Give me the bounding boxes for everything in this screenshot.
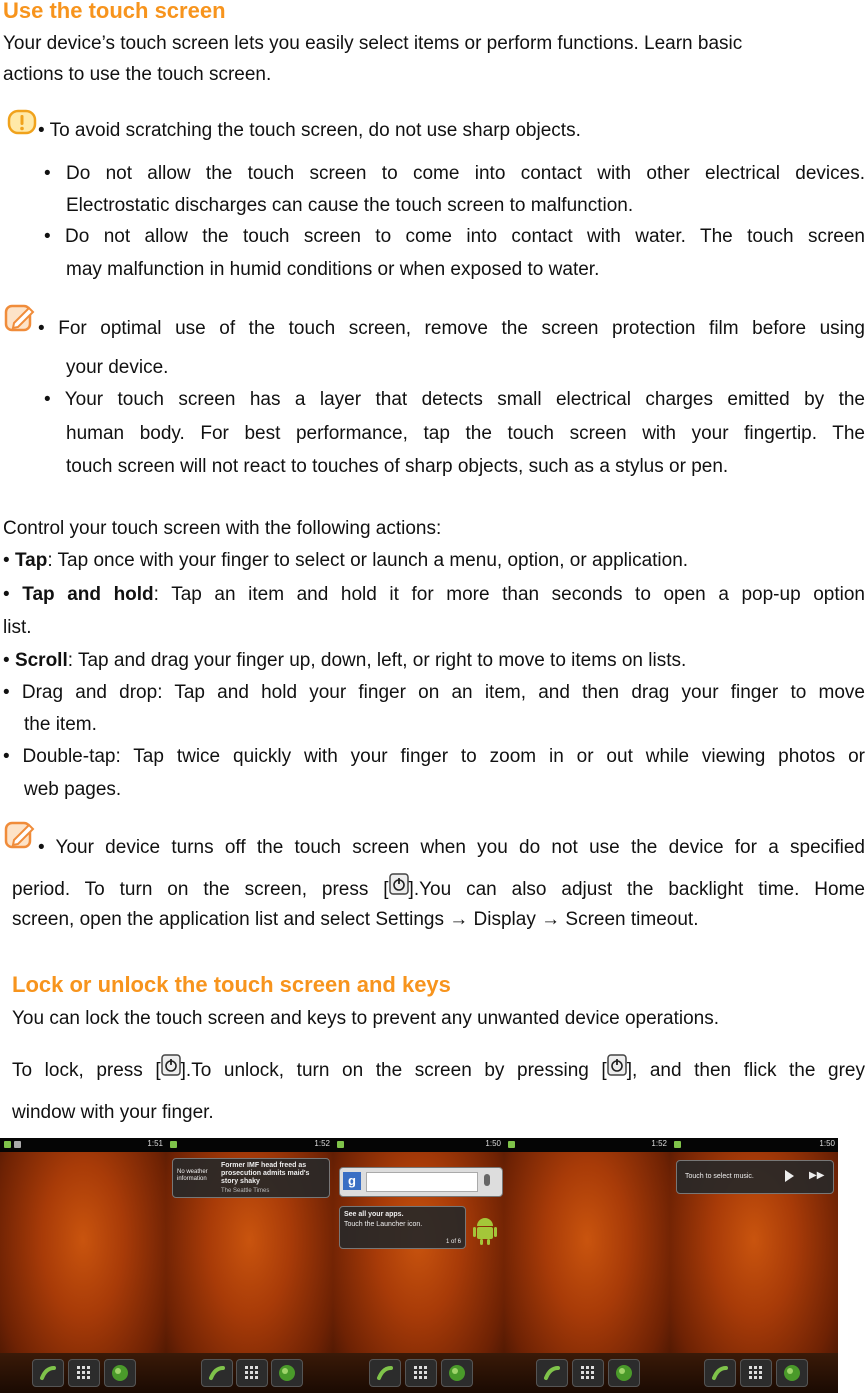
dock — [504, 1353, 670, 1393]
search-field — [366, 1172, 478, 1192]
actions-intro: Control your touch screen with the following actions: — [3, 518, 442, 539]
action-hold-line-2: list. — [3, 617, 32, 638]
action-tap-desc: : Tap once with your finger to select or launch a menu, option, or application. — [47, 550, 689, 571]
note1-bullet-1-line-1: • For optimal use of the touch screen, remove the screen protection film before using — [38, 318, 865, 339]
note2-line-2a: period. To turn on the screen, press [ — [12, 879, 389, 900]
next-track-icon: ▶▶ — [809, 1170, 825, 1181]
play-icon — [785, 1170, 794, 1182]
google-icon: g — [343, 1172, 361, 1190]
screenshot-2 — [166, 1138, 333, 1393]
phone-status-icon — [337, 1141, 344, 1148]
screenshot-5 — [670, 1138, 838, 1393]
section-title-lock-unlock: Lock or unlock the touch screen and keys — [12, 972, 451, 997]
status-bar — [670, 1138, 838, 1152]
tip-count: 1 of 6 — [445, 1239, 461, 1245]
phone-status-icon — [4, 1141, 11, 1148]
power-key-icon — [161, 1054, 181, 1078]
news-source: The Seattle Times — [221, 1188, 270, 1194]
intro-line-2: actions to use the touch screen. — [3, 64, 272, 85]
action-tap: • Tap: Tap once with your finger to select or launch a menu, option, or application. — [3, 550, 689, 571]
launcher-dock-icon — [236, 1359, 268, 1387]
note2-line-3: screen, open the application list and select Settings → Display → Screen timeout. — [12, 909, 699, 930]
browser-dock-icon — [441, 1359, 473, 1387]
browser-dock-icon — [776, 1359, 808, 1387]
caution-bullet-2-line-2 — [66, 162, 634, 216]
section-title-touch-screen: Use the touch screen — [3, 0, 226, 23]
browser-dock-icon — [271, 1359, 303, 1387]
status-time: 1:52 — [651, 1139, 667, 1148]
caution-bullet-2-line-1: • Do not allow the touch screen to come into contact with other electrical devices. — [44, 163, 865, 184]
phone-dock-icon — [704, 1359, 736, 1387]
usb-status-icon — [14, 1141, 21, 1148]
news-weather-widget — [172, 1158, 330, 1198]
lock-part-c: ], and then flick the grey — [626, 1060, 865, 1081]
status-time: 1:50 — [485, 1139, 501, 1148]
browser-dock-icon — [608, 1359, 640, 1387]
music-prompt: Touch to select music. — [685, 1173, 754, 1180]
power-key-icon — [389, 873, 409, 897]
tip-body: Touch the Launcher icon. — [344, 1221, 423, 1228]
screenshot-4 — [504, 1138, 670, 1393]
note1-bullet-2-line-2: human body. For best performance, tap the touch screen with your fingertip. The — [66, 423, 865, 444]
lock-intro: You can lock the touch screen and keys to prevent any unwanted device operations. — [12, 1008, 719, 1029]
action-drag-line-1: • Drag and drop: Tap and hold your finger on an item, and then drag your finger to move — [3, 682, 865, 703]
note2-line-2 — [12, 873, 865, 906]
phone-status-icon — [170, 1141, 177, 1148]
note2-line-2b: ].You can also adjust the backlight time. Home — [408, 879, 865, 900]
action-scroll-term: Scroll — [14, 650, 68, 671]
phone-status-icon — [674, 1141, 681, 1148]
status-time: 1:50 — [819, 1139, 835, 1148]
dock — [670, 1353, 838, 1393]
lock-instructions-line-2: window with your finger. — [12, 1102, 214, 1123]
note-icon — [4, 303, 36, 333]
lock-instructions-line-1 — [12, 1054, 865, 1087]
microphone-icon — [484, 1174, 490, 1186]
launcher-tip-popup — [339, 1206, 466, 1249]
note2-line-1: • Your device turns off the touch screen when you do not use the device for a specified — [38, 837, 865, 858]
action-drag-line-2: the item. — [24, 714, 97, 735]
weather-text: No weather information — [177, 1169, 208, 1182]
android-robot-icon — [473, 1214, 497, 1246]
action-hold-term: Tap and hold — [22, 584, 154, 605]
phone-dock-icon — [32, 1359, 64, 1387]
phone-status-icon — [508, 1141, 515, 1148]
caution-bullet-3-line-1: • Do not allow the touch screen to come into contact with water. The touch screen — [44, 226, 865, 247]
note1-bullet-2-line-1: • Your touch screen has a layer that detects small electrical charges emitted by the — [44, 389, 865, 410]
lock-part-b: ].To unlock, turn on the screen by pressing [ — [180, 1060, 607, 1081]
dock — [333, 1353, 504, 1393]
launcher-dock-icon — [572, 1359, 604, 1387]
caution-bullet-1: • To avoid scratching the touch screen, do not use sharp objects. — [38, 120, 581, 141]
phone-dock-icon — [369, 1359, 401, 1387]
launcher-dock-icon — [68, 1359, 100, 1387]
google-search-widget — [339, 1167, 503, 1197]
action-tap-term: Tap — [14, 550, 48, 571]
note1-bullet-1-line-2: your device. — [66, 357, 169, 378]
dock — [166, 1353, 333, 1393]
action-double-tap-line-2: web pages. — [24, 779, 122, 800]
note1-bullet-2-line-3: touch screen will not react to touches of sharp objects, such as a stylus or pen. — [66, 456, 729, 477]
action-double-tap-line-1: • Double-tap: Tap twice quickly with your finger to zoom in or out while viewing photos or — [3, 746, 865, 767]
dock — [0, 1353, 166, 1393]
home-screen-screenshots — [0, 1138, 838, 1393]
action-hold-desc: : Tap an item and hold it for more than seconds to open a pop-up option — [153, 584, 865, 605]
lock-part-a: To lock, press [ — [12, 1060, 161, 1081]
music-widget — [676, 1160, 834, 1194]
launcher-dock-icon — [405, 1359, 437, 1387]
screenshot-3 — [333, 1138, 504, 1393]
status-time: 1:51 — [147, 1139, 163, 1148]
news-headline: Former IMF head freed as prosecution admits maid's story shaky — [221, 1162, 310, 1185]
screenshot-1 — [0, 1138, 166, 1393]
tip-title: See all your apps. — [344, 1211, 404, 1218]
note-icon — [4, 820, 36, 850]
browser-dock-icon — [104, 1359, 136, 1387]
status-bar — [504, 1138, 670, 1152]
intro-line-1: Your device’s touch screen lets you easily select items or perform functions. Learn basic — [3, 33, 743, 54]
status-time: 1:52 — [314, 1139, 330, 1148]
action-hold: • Tap and hold: Tap an item and hold it for more than seconds to open a pop-up option — [3, 584, 865, 605]
caution-icon — [7, 109, 37, 137]
phone-dock-icon — [536, 1359, 568, 1387]
phone-dock-icon — [201, 1359, 233, 1387]
caution-bullet-3-line-2: may malfunction in humid conditions or when exposed to water. — [66, 259, 600, 280]
action-scroll-desc: : Tap and drag your finger up, down, left, or right to move to items on lists. — [67, 650, 687, 671]
launcher-dock-icon — [740, 1359, 772, 1387]
power-key-icon — [607, 1054, 627, 1078]
status-bar — [333, 1138, 504, 1152]
caution-bullet-2-line-2-text: Electrostatic discharges can cause the touch screen to malfunction. — [66, 195, 634, 216]
status-bar — [166, 1138, 333, 1152]
status-bar — [0, 1138, 166, 1152]
action-scroll: • Scroll: Tap and drag your finger up, down, left, or right to move to items on lists. — [3, 650, 687, 671]
